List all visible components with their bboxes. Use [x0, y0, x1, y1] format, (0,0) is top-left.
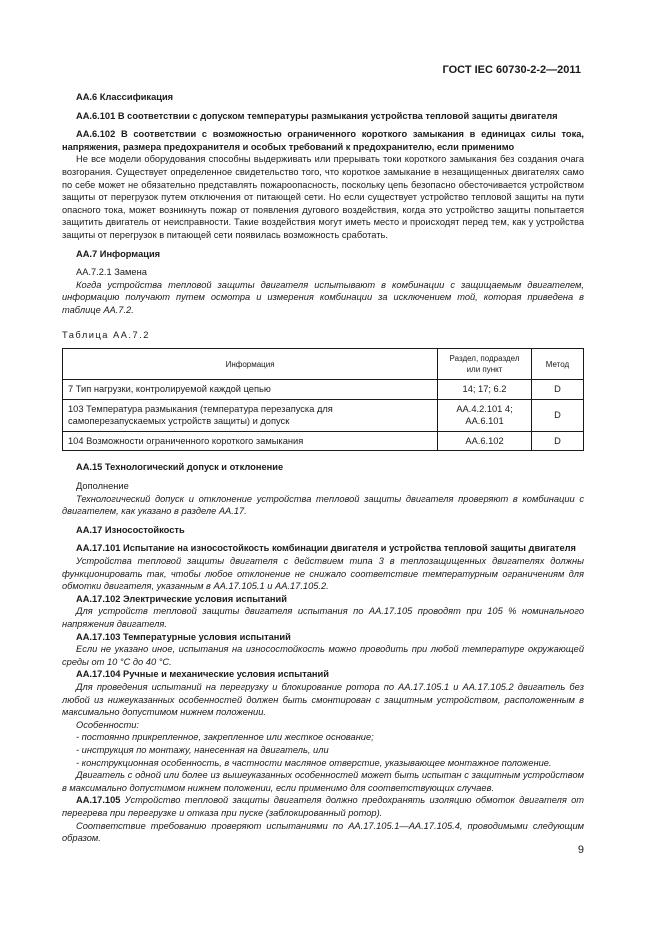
clause-aa6-101: АА.6.101 В соответствии с допуском температуры размыкания устройства тепловой защиты двигателя [76, 110, 558, 121]
clause-aa17-102: АА.17.102 Электрические условия испытаний [76, 593, 287, 604]
paragraph-aa6-body: Не все модели оборудования способны выдерживать или прерывать токи короткого замыкания без создания очага возгорания. Существует определенное свидетельство того, что короткое замыкание в незащищенных двигателях само по себе может не обязательно представлять пожароопасность, поскольку цепь безопасно обесточивается устройством защиты от перегрузок путем отключения от питающей сети. Но если существует устройство тепловой защиты на пути опасного тока, может возникнуть пожар от появления дугового воздействия, когда это устройство защиты попытается защитить двигатель от неисправности. Такие воздействия могут иметь место и происходят перед тем, как у устройства защиты от перегрузок в питающей сети появилась возможность сработать. [62, 154, 584, 240]
clause-aa17-101: АА.17.101 Испытание на износостойкость комбинации двигателя и устройства тепловой защиты двигателя [76, 543, 576, 554]
table-cell-info: 7 Тип нагрузки, контролируемой каждой цепью [63, 380, 438, 400]
clause-aa17-105-number: АА.17.105 [76, 795, 121, 806]
clause-aa17-104: АА.17.104 Ручные и механические условия испытаний [76, 669, 329, 680]
document-id: ГОСТ IEC 60730-2-2—2011 [442, 64, 581, 76]
paragraph-aa17-101: Устройства тепловой защиты двигателя с действием типа 3 в теплозащищенных двигателях должны функционировать так, чтобы любое отклонение не снижало соответствие температурным ограничениям для обмотки двигателя, указанным в АА.17.105.1 и АА.17.105.2. [62, 556, 584, 592]
table-cell-method: D [531, 380, 583, 400]
clause-aa17-103: АА.17.103 Температурные условия испытаний [76, 631, 291, 642]
table-cell-method: D [531, 399, 583, 431]
table-cell-method: D [531, 431, 583, 451]
section-heading-aa7: АА.7 Информация [76, 248, 161, 259]
feature-item: - постоянно прикрепленное, закрепленное или жесткое основание; [76, 732, 374, 743]
subclause-aa7-2-1: АА.7.2.1 Замена [76, 267, 147, 278]
table-caption: Таблица АА.7.2 [62, 329, 150, 340]
table-header-method: Метод [531, 349, 583, 380]
clause-aa17-105 [62, 794, 584, 819]
table-row [63, 431, 584, 451]
table-cell-ref: АА.4.2.101 4; АА.6.101 [438, 399, 532, 431]
paragraph-aa17-104: Для проведения испытаний на перегрузку и блокирование ротора по АА.17.105.1 и АА.17.105.2 двигатель без любой из нижеуказанных особенностей должен быть смонтирован с защитным устройством, расположенным в максимально допустимом нижнем положении. [62, 681, 584, 718]
clause-aa6-102: АА.6.102 В соответствии с возможностью ограниченного короткого замыкания в единицах силы тока, напряжения, размера предохранителя и особых требований к предохранителю, если применимо [62, 129, 584, 152]
table-header-row [63, 349, 584, 380]
paragraph-aa17-103: Если не указано иное, испытания на износостойкость можно проводить при любой температуре окружающей среды от 10 °С до 40 °С. [62, 644, 584, 667]
features-label: Особенности: [76, 719, 139, 730]
table-cell-ref: 14; 17; 6.2 [438, 380, 532, 400]
paragraph-aa17-104-after: Двигатель с одной или более из вышеуказанных особенностей может быть испытан с защитным устройством в максимально допустимом нижнем положении, если применимо для соответствующих случаев. [62, 770, 584, 793]
table-row [63, 380, 584, 400]
table-cell-ref: АА.6.102 [438, 431, 532, 451]
paragraph-aa15-body: Технологический допуск и отклонение устройства тепловой защиты двигателя проверяют в комбинации с двигателем, как указано в разделе АА.17. [62, 493, 584, 517]
section-heading-aa6: АА.6 Классификация [76, 92, 174, 102]
paragraph-aa17-105-check: Соответствие требованию проверяют испытаниями по АА.17.105.1—АА.17.105.4, проводимыми следующим образом. [62, 820, 584, 844]
document-body [62, 91, 584, 845]
table-row [63, 399, 584, 431]
page-number: 9 [577, 844, 584, 856]
table-cell-info: 104 Возможности ограниченного короткого замыкания [63, 431, 438, 451]
info-table [62, 348, 584, 451]
subclause-aa15-addition: Дополнение [76, 481, 129, 492]
section-heading-aa17: АА.17 Износостойкость [76, 524, 185, 535]
table-cell-info: 103 Температура размыкания (температура перезапуска для самоперезапускаемых устройств защиты) и допуск [63, 399, 438, 431]
section-heading-aa15: АА.15 Технологический допуск и отклонение [76, 462, 284, 473]
table-header-info: Информация [63, 349, 438, 380]
paragraph-aa17-102: Для устройств тепловой защиты двигателя испытания по АА.17.105 проводят при 105 % номинального напряжения двигателя. [62, 606, 584, 629]
table-header-ref: Раздел, подраздел или пункт [438, 349, 532, 380]
clause-aa17-105-body: Устройство тепловой защиты двигателя должно предохранять изоляцию обмоток двигателя от перегрева при перегрузке и отказа при пуске (заблокированный ротор). [62, 795, 584, 818]
feature-item: - инструкция по монтажу, нанесенная на двигатель, или [76, 744, 329, 755]
feature-item: - конструкционная особенность, в частности масляное отверстие, указывающее монтажное положение. [76, 757, 552, 768]
paragraph-aa7-body: Когда устройства тепловой защиты двигателя испытывают в комбинации с защищаемым двигателем, информацию получают путем осмотра и измерения комбинации за исключением той, которая приведена в таблице АА.7.2. [62, 279, 584, 315]
